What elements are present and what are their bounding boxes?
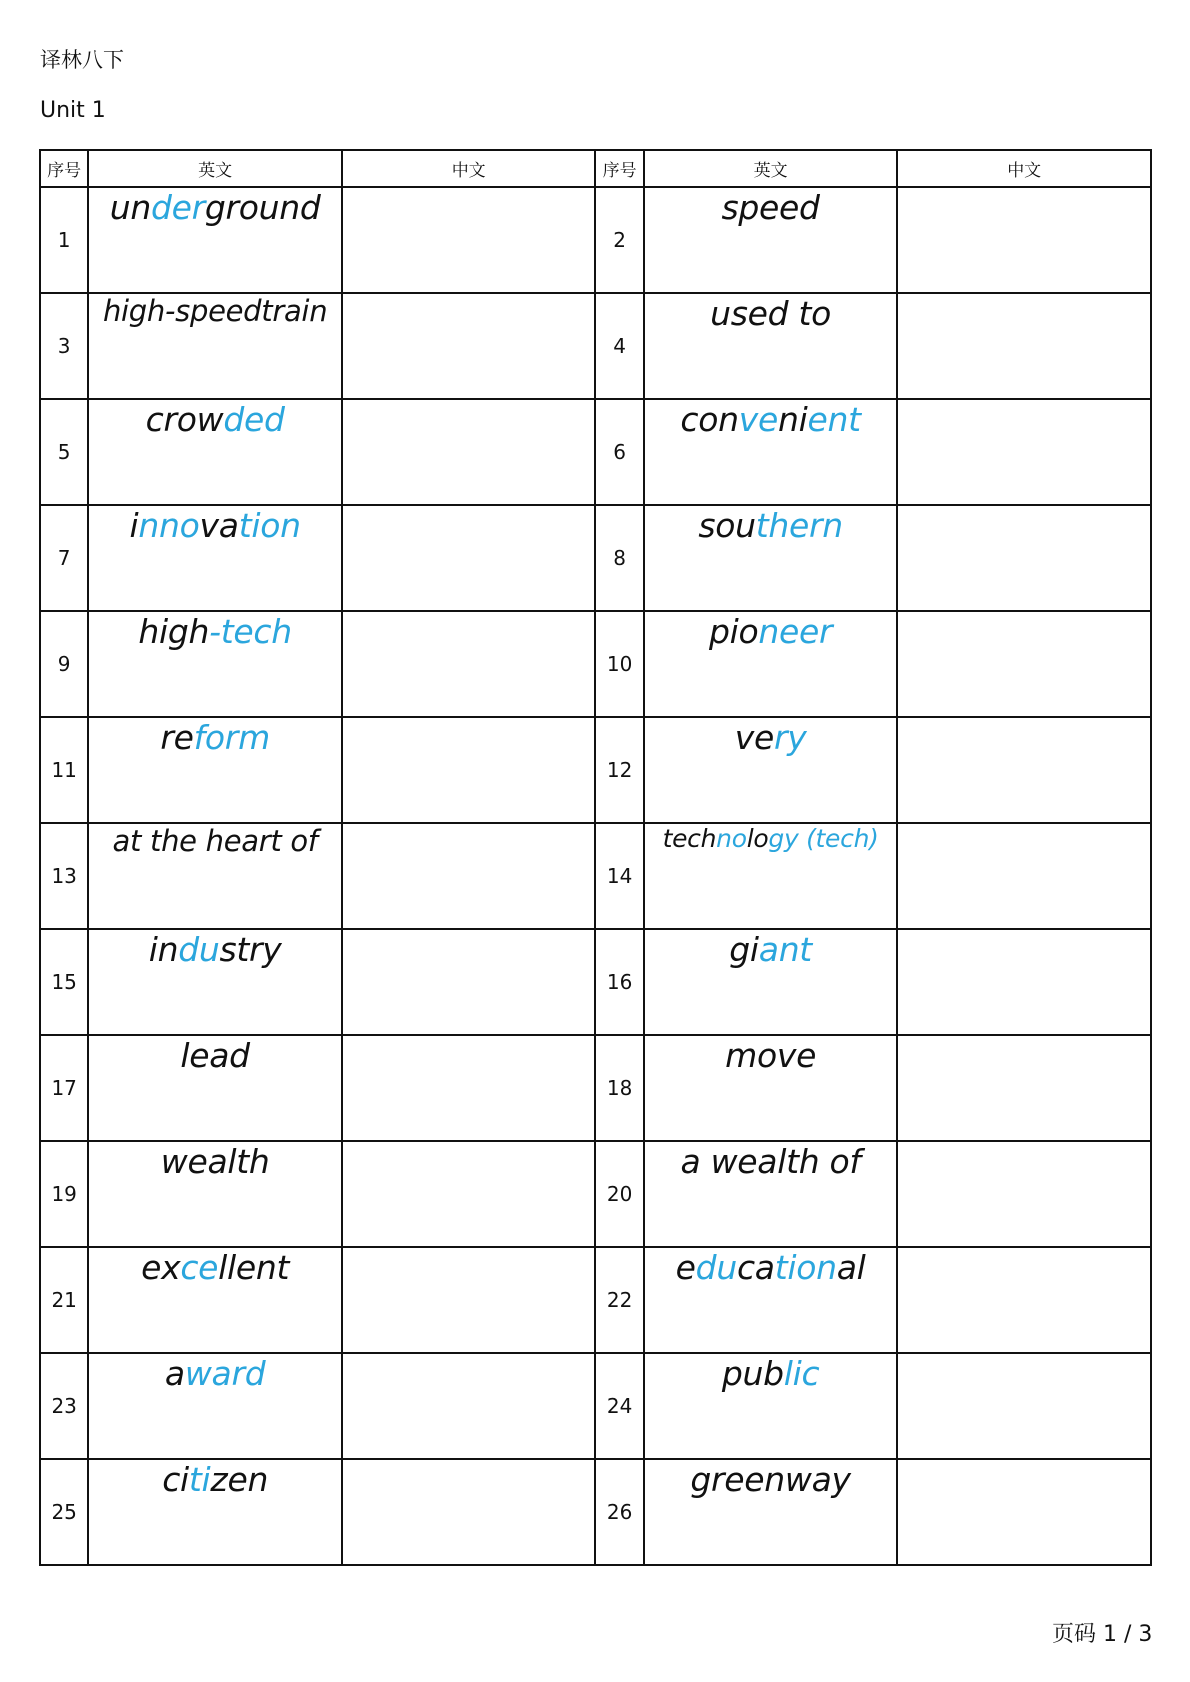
english-word [88,399,342,505]
chinese-answer-cell[interactable] [342,505,596,611]
entry-number: 13 [40,823,88,929]
word-highlight-segment: ded [223,400,285,439]
entry-number: 5 [40,399,88,505]
entry-number: 2 [595,187,643,293]
entry-number: 16 [595,929,643,1035]
unit-title: Unit 1 [40,98,106,123]
word-highlight-segment: form [193,718,270,757]
entry-number: 18 [595,1035,643,1141]
word-segment: move [725,1036,817,1075]
table-row [40,399,1151,505]
english-word [644,293,898,399]
table-row [40,1035,1151,1141]
header-number: 序号 [40,150,88,187]
entry-number: 26 [595,1459,643,1565]
chinese-answer-cell[interactable] [897,611,1151,717]
entry-number: 19 [40,1141,88,1247]
word-highlight-segment: ward [184,1354,266,1393]
word-segment: ni [778,400,808,439]
entry-number: 21 [40,1247,88,1353]
word-highlight-segment: ent [807,400,861,439]
word-segment: a [164,1354,185,1393]
entry-number: 7 [40,505,88,611]
english-word [88,1459,342,1565]
english-word [644,1459,898,1565]
word-segment: ex [141,1248,181,1287]
entry-number: 24 [595,1353,643,1459]
book-title: 译林八下 [40,48,124,72]
english-word [88,1035,342,1141]
english-word [88,823,342,929]
word-segment: ground [204,188,321,227]
chinese-answer-cell[interactable] [897,1035,1151,1141]
entry-number: 25 [40,1459,88,1565]
english-word [88,717,342,823]
word-highlight-segment: tion [238,506,301,545]
word-segment: con [680,400,739,439]
chinese-answer-cell[interactable] [342,399,596,505]
word-segment: i [129,506,139,545]
word-highlight-segment: ry [773,718,807,757]
chinese-answer-cell[interactable] [897,1353,1151,1459]
word-highlight-segment: nno [138,506,200,545]
chinese-answer-cell[interactable] [897,929,1151,1035]
table-row [40,505,1151,611]
word-segment: high-speedtrain [102,294,328,328]
english-word [644,929,898,1035]
word-highlight-segment: ve [738,400,779,439]
word-segment: used to [710,294,832,333]
table-row [40,823,1151,929]
vocabulary-table [39,149,1152,1566]
word-highlight-segment: du [695,1248,737,1287]
word-highlight-segment: ant [758,930,812,969]
english-word [88,187,342,293]
word-highlight-segment: der [150,188,205,227]
word-highlight-segment: ce [180,1248,219,1287]
word-highlight-segment: no [716,824,747,853]
word-segment: a wealth of [680,1142,861,1181]
entry-number: 12 [595,717,643,823]
chinese-answer-cell[interactable] [897,293,1151,399]
entry-number: 11 [40,717,88,823]
english-word [88,293,342,399]
chinese-answer-cell[interactable] [342,1035,596,1141]
word-highlight-segment: thern [755,506,843,545]
english-word [644,717,898,823]
word-segment: un [109,188,151,227]
chinese-answer-cell[interactable] [342,823,596,929]
word-highlight-segment: neer [758,612,833,651]
english-word [88,1247,342,1353]
word-segment: pio [708,612,759,651]
english-word [88,1141,342,1247]
word-segment: sou [698,506,756,545]
word-segment: speed [721,188,820,227]
word-highlight-segment: du [178,930,220,969]
chinese-answer-cell[interactable] [342,929,596,1035]
chinese-answer-cell[interactable] [342,1459,596,1565]
entry-number: 22 [595,1247,643,1353]
chinese-answer-cell[interactable] [897,1459,1151,1565]
word-segment: llent [218,1248,290,1287]
word-segment: al [836,1248,866,1287]
header-english: 英文 [88,150,342,187]
chinese-answer-cell[interactable] [342,1141,596,1247]
english-word [644,187,898,293]
english-word [644,823,898,929]
word-highlight-segment: -tech [209,612,292,651]
header-number: 序号 [595,150,643,187]
word-segment: high [138,612,210,651]
english-word [644,1353,898,1459]
entry-number: 14 [595,823,643,929]
table-row [40,717,1151,823]
chinese-answer-cell[interactable] [897,187,1151,293]
english-word [644,1141,898,1247]
table-header-row [40,150,1151,187]
word-segment: ca [736,1248,775,1287]
word-highlight-segment: ti [188,1460,211,1499]
word-segment: tech [662,824,717,853]
word-segment: stry [219,930,282,969]
chinese-answer-cell[interactable] [342,187,596,293]
table-row [40,929,1151,1035]
chinese-answer-cell[interactable] [897,823,1151,929]
entry-number: 1 [40,187,88,293]
word-highlight-segment: lic [783,1354,820,1393]
table-row [40,1353,1151,1459]
header-chinese: 中文 [342,150,596,187]
english-word [88,505,342,611]
table-body [40,187,1151,1565]
english-word [644,505,898,611]
word-segment: gi [729,930,759,969]
table-row [40,611,1151,717]
word-segment: at the heart of [112,824,318,858]
word-highlight-segment: gy (tech) [768,824,879,853]
entry-number: 6 [595,399,643,505]
entry-number: 10 [595,611,643,717]
chinese-answer-cell[interactable] [342,293,596,399]
chinese-answer-cell[interactable] [342,1247,596,1353]
word-segment: zen [210,1460,269,1499]
entry-number: 15 [40,929,88,1035]
english-word [644,1247,898,1353]
word-segment: pub [721,1354,784,1393]
english-word [88,611,342,717]
header-english: 英文 [644,150,898,187]
chinese-answer-cell[interactable] [897,399,1151,505]
english-word [88,929,342,1035]
word-segment: lo [746,824,769,853]
chinese-answer-cell[interactable] [897,505,1151,611]
word-segment: greenway [690,1460,851,1499]
table-row [40,1247,1151,1353]
entry-number: 4 [595,293,643,399]
table-row [40,1141,1151,1247]
chinese-answer-cell[interactable] [342,1353,596,1459]
entry-number: 20 [595,1141,643,1247]
word-segment: e [675,1248,696,1287]
header-chinese: 中文 [897,150,1151,187]
entry-number: 3 [40,293,88,399]
english-word [644,611,898,717]
word-segment: in [148,930,179,969]
word-segment: va [199,506,239,545]
chinese-answer-cell[interactable] [342,611,596,717]
word-segment: re [160,718,194,757]
page-number: 页码 1 / 3 [1052,1622,1153,1647]
chinese-answer-cell[interactable] [897,1247,1151,1353]
entry-number: 8 [595,505,643,611]
english-word [88,1353,342,1459]
english-word [644,399,898,505]
chinese-answer-cell[interactable] [897,717,1151,823]
chinese-answer-cell[interactable] [897,1141,1151,1247]
word-segment: ci [162,1460,189,1499]
table-row [40,293,1151,399]
word-segment: lead [180,1036,250,1075]
table-row [40,1459,1151,1565]
english-word [644,1035,898,1141]
word-segment: ve [734,718,774,757]
entry-number: 17 [40,1035,88,1141]
word-highlight-segment: tion [774,1248,837,1287]
entry-number: 23 [40,1353,88,1459]
entry-number: 9 [40,611,88,717]
table-row [40,187,1151,293]
word-segment: crow [145,400,224,439]
chinese-answer-cell[interactable] [342,717,596,823]
word-segment: wealth [160,1142,270,1181]
